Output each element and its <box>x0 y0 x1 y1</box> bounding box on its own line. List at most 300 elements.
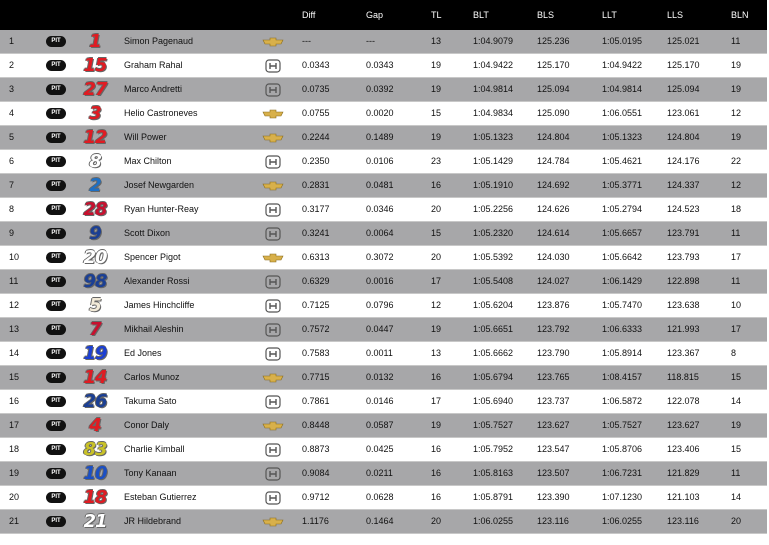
pit-icon: PIT <box>46 420 66 431</box>
driver-name[interactable]: Helio Castroneves <box>124 108 198 118</box>
best-lap-number: 14 <box>731 492 742 502</box>
last-lap-speed: 123.061 <box>667 108 700 118</box>
diff-value: 0.2831 <box>302 180 330 190</box>
best-lap-speed: 123.765 <box>537 372 570 382</box>
gap-value: 0.0146 <box>366 396 394 406</box>
position: 13 <box>9 324 20 334</box>
best-lap-speed: 125.090 <box>537 108 570 118</box>
best-lap-time: 1:04.9079 <box>473 36 514 46</box>
best-lap-speed: 124.614 <box>537 228 570 238</box>
last-lap-time: 1:07.1230 <box>602 492 643 502</box>
table-row[interactable] <box>0 174 767 198</box>
best-lap-speed: 125.170 <box>537 60 570 70</box>
driver-name[interactable]: Esteban Gutierrez <box>124 492 197 502</box>
car-number: 21 <box>83 511 107 532</box>
position: 18 <box>9 444 20 454</box>
best-lap-time: 1:05.1910 <box>473 180 514 190</box>
best-lap-time: 1:05.6794 <box>473 372 514 382</box>
pit-icon: PIT <box>46 132 66 143</box>
table-row[interactable] <box>0 150 767 174</box>
position: 7 <box>9 180 15 190</box>
col-gap[interactable]: Gap <box>366 10 384 20</box>
table-row[interactable] <box>0 510 767 534</box>
last-lap-speed: 125.170 <box>667 60 700 70</box>
car-number: 10 <box>83 463 107 484</box>
last-lap-speed: 123.406 <box>667 444 700 454</box>
last-lap-speed: 123.638 <box>667 300 700 310</box>
chevrolet-icon <box>262 35 284 49</box>
total-laps: 19 <box>431 84 442 94</box>
driver-name[interactable]: Ryan Hunter-Reay <box>124 204 199 214</box>
total-laps: 16 <box>431 444 442 454</box>
best-lap-number: 19 <box>731 60 742 70</box>
best-lap-time: 1:04.9422 <box>473 60 514 70</box>
last-lap-time: 1:06.5872 <box>602 396 643 406</box>
position: 20 <box>9 492 20 502</box>
driver-name[interactable]: Takuma Sato <box>124 396 177 406</box>
gap-value: 0.0392 <box>366 84 394 94</box>
last-lap-time: 1:05.6657 <box>602 228 643 238</box>
driver-name[interactable]: Spencer Pigot <box>124 252 181 262</box>
gap-value: 0.1489 <box>366 132 394 142</box>
diff-value: 0.7583 <box>302 348 330 358</box>
best-lap-number: 15 <box>731 372 742 382</box>
chevrolet-icon <box>262 515 284 529</box>
car-number: 12 <box>83 127 107 148</box>
last-lap-time: 1:06.6333 <box>602 324 643 334</box>
pit-icon: PIT <box>46 60 66 71</box>
last-lap-speed: 124.176 <box>667 156 700 166</box>
position: 12 <box>9 300 20 310</box>
last-lap-speed: 123.791 <box>667 228 700 238</box>
honda-icon <box>262 155 284 169</box>
total-laps: 23 <box>431 156 442 166</box>
pit-icon: PIT <box>46 84 66 95</box>
total-laps: 16 <box>431 372 442 382</box>
best-lap-time: 1:05.7952 <box>473 444 514 454</box>
pit-icon: PIT <box>46 228 66 239</box>
best-lap-time: 1:05.7527 <box>473 420 514 430</box>
pit-icon: PIT <box>46 348 66 359</box>
best-lap-speed: 123.390 <box>537 492 570 502</box>
position: 16 <box>9 396 20 406</box>
pit-icon: PIT <box>46 444 66 455</box>
last-lap-speed: 118.815 <box>667 372 699 382</box>
pit-icon: PIT <box>46 324 66 335</box>
driver-name[interactable]: Graham Rahal <box>124 60 183 70</box>
position: 4 <box>9 108 15 118</box>
position: 6 <box>9 156 15 166</box>
position: 19 <box>9 468 20 478</box>
last-lap-speed: 124.337 <box>667 180 700 190</box>
driver-name[interactable]: Max Chilton <box>124 156 172 166</box>
gap-value: 0.0064 <box>366 228 394 238</box>
driver-name[interactable]: Ed Jones <box>124 348 162 358</box>
best-lap-number: 18 <box>731 204 742 214</box>
diff-value: 0.7715 <box>302 372 330 382</box>
last-lap-time: 1:04.9422 <box>602 60 643 70</box>
total-laps: 19 <box>431 132 442 142</box>
position: 15 <box>9 372 20 382</box>
last-lap-time: 1:05.3771 <box>602 180 643 190</box>
total-laps: 17 <box>431 276 442 286</box>
diff-value: 0.3241 <box>302 228 330 238</box>
car-number: 8 <box>89 151 101 172</box>
total-laps: 19 <box>431 324 442 334</box>
gap-value: 0.0628 <box>366 492 394 502</box>
driver-name[interactable]: Carlos Munoz <box>124 372 180 382</box>
table-row[interactable] <box>0 222 767 246</box>
total-laps: 20 <box>431 516 442 526</box>
last-lap-time: 1:05.2794 <box>602 204 643 214</box>
total-laps: 15 <box>431 108 442 118</box>
last-lap-time: 1:05.4621 <box>602 156 643 166</box>
total-laps: 16 <box>431 468 442 478</box>
position: 10 <box>9 252 20 262</box>
best-lap-time: 1:05.8163 <box>473 468 514 478</box>
best-lap-speed: 123.547 <box>537 444 570 454</box>
position: 5 <box>9 132 15 142</box>
last-lap-speed: 125.094 <box>667 84 700 94</box>
table-row[interactable] <box>0 318 767 342</box>
honda-icon <box>262 467 284 481</box>
table-row[interactable] <box>0 126 767 150</box>
table-row[interactable] <box>0 438 767 462</box>
best-lap-speed: 124.027 <box>537 276 570 286</box>
col-llt[interactable]: LLT <box>602 10 617 20</box>
chevrolet-icon <box>262 251 284 265</box>
diff-value: 0.6313 <box>302 252 330 262</box>
diff-value: --- <box>302 36 311 46</box>
best-lap-number: 12 <box>731 180 742 190</box>
pit-icon: PIT <box>46 36 66 47</box>
position: 3 <box>9 84 15 94</box>
best-lap-number: 15 <box>731 444 742 454</box>
best-lap-speed: 123.116 <box>537 516 569 526</box>
position: 14 <box>9 348 20 358</box>
best-lap-speed: 123.507 <box>537 468 570 478</box>
gap-value: 0.0796 <box>366 300 394 310</box>
driver-name[interactable]: JR Hildebrand <box>124 516 182 526</box>
total-laps: 19 <box>431 60 442 70</box>
pit-icon: PIT <box>46 300 66 311</box>
total-laps: 13 <box>431 36 442 46</box>
table-row[interactable] <box>0 78 767 102</box>
table-row[interactable] <box>0 270 767 294</box>
table-row[interactable] <box>0 294 767 318</box>
honda-icon <box>262 59 284 73</box>
gap-value: 0.1464 <box>366 516 394 526</box>
position: 11 <box>9 276 19 286</box>
gap-value: 0.0425 <box>366 444 394 454</box>
car-number: 28 <box>83 199 107 220</box>
chevrolet-icon <box>262 179 284 193</box>
driver-name[interactable]: Josef Newgarden <box>124 180 195 190</box>
car-number: 3 <box>89 103 101 124</box>
diff-value: 1.1176 <box>302 516 329 526</box>
best-lap-speed: 124.626 <box>537 204 570 214</box>
best-lap-number: 14 <box>731 396 742 406</box>
table-row[interactable] <box>0 462 767 486</box>
gap-value: 0.0447 <box>366 324 394 334</box>
driver-name[interactable]: Will Power <box>124 132 167 142</box>
car-number: 14 <box>83 367 107 388</box>
last-lap-time: 1:05.8914 <box>602 348 643 358</box>
best-lap-speed: 123.790 <box>537 348 570 358</box>
diff-value: 0.0343 <box>302 60 330 70</box>
last-lap-speed: 123.627 <box>667 420 700 430</box>
best-lap-time: 1:05.2320 <box>473 228 514 238</box>
pit-icon: PIT <box>46 468 66 479</box>
table-row[interactable] <box>0 30 767 54</box>
table-row[interactable] <box>0 54 767 78</box>
best-lap-number: 11 <box>731 228 741 238</box>
diff-value: 0.2350 <box>302 156 330 166</box>
best-lap-time: 1:05.6204 <box>473 300 514 310</box>
car-number: 15 <box>83 55 107 76</box>
best-lap-number: 8 <box>731 348 737 358</box>
car-number: 19 <box>83 343 107 364</box>
position: 9 <box>9 228 15 238</box>
best-lap-time: 1:05.8791 <box>473 492 514 502</box>
best-lap-number: 17 <box>731 324 742 334</box>
chevrolet-icon <box>262 131 284 145</box>
best-lap-number: 11 <box>731 276 741 286</box>
best-lap-time: 1:05.6662 <box>473 348 514 358</box>
total-laps: 15 <box>431 228 442 238</box>
position: 2 <box>9 60 15 70</box>
best-lap-speed: 124.784 <box>537 156 570 166</box>
last-lap-speed: 123.793 <box>667 252 700 262</box>
col-bln[interactable]: BLN <box>731 10 749 20</box>
table-row[interactable] <box>0 486 767 510</box>
best-lap-speed: 123.792 <box>537 324 570 334</box>
pit-icon: PIT <box>46 252 66 263</box>
car-number: 1 <box>89 31 101 52</box>
diff-value: 0.0755 <box>302 108 330 118</box>
best-lap-time: 1:05.5408 <box>473 276 514 286</box>
best-lap-speed: 124.804 <box>537 132 570 142</box>
total-laps: 17 <box>431 396 442 406</box>
driver-name[interactable]: Marco Andretti <box>124 84 183 94</box>
last-lap-speed: 121.103 <box>667 492 700 502</box>
last-lap-speed: 124.523 <box>667 204 700 214</box>
driver-name[interactable]: Conor Daly <box>124 420 170 430</box>
honda-icon <box>262 443 284 457</box>
diff-value: 0.2244 <box>302 132 330 142</box>
table-body <box>0 30 767 534</box>
best-lap-number: 19 <box>731 84 742 94</box>
honda-icon <box>262 347 284 361</box>
gap-value: 0.0343 <box>366 60 394 70</box>
honda-icon <box>262 203 284 217</box>
gap-value: 0.0016 <box>366 276 394 286</box>
car-number: 18 <box>83 487 107 508</box>
table-row[interactable] <box>0 414 767 438</box>
chevrolet-icon <box>262 107 284 121</box>
best-lap-speed: 125.236 <box>537 36 570 46</box>
last-lap-time: 1:05.7527 <box>602 420 643 430</box>
driver-name[interactable]: Scott Dixon <box>124 228 171 238</box>
col-tl[interactable]: TL <box>431 10 442 20</box>
total-laps: 12 <box>431 300 442 310</box>
pit-icon: PIT <box>46 492 66 503</box>
chevrolet-icon <box>262 419 284 433</box>
pit-icon: PIT <box>46 372 66 383</box>
diff-value: 0.0735 <box>302 84 330 94</box>
best-lap-number: 22 <box>731 156 742 166</box>
chevrolet-icon <box>262 371 284 385</box>
best-lap-speed: 124.030 <box>537 252 570 262</box>
last-lap-speed: 123.367 <box>667 348 700 358</box>
last-lap-time: 1:06.1429 <box>602 276 643 286</box>
gap-value: 0.3072 <box>366 252 394 262</box>
gap-value: 0.0211 <box>366 468 393 478</box>
car-number: 4 <box>89 415 101 436</box>
pit-icon: PIT <box>46 156 66 167</box>
driver-name[interactable]: Simon Pagenaud <box>124 36 194 46</box>
car-number: 98 <box>83 271 107 292</box>
total-laps: 16 <box>431 180 442 190</box>
driver-name[interactable]: James Hinchcliffe <box>124 300 195 310</box>
last-lap-speed: 122.078 <box>667 396 700 406</box>
total-laps: 13 <box>431 348 442 358</box>
col-lls[interactable]: LLS <box>667 10 684 20</box>
best-lap-number: 19 <box>731 132 742 142</box>
last-lap-time: 1:06.0255 <box>602 516 643 526</box>
car-number: 5 <box>89 295 101 316</box>
pit-icon: PIT <box>46 108 66 119</box>
diff-value: 0.9084 <box>302 468 330 478</box>
best-lap-time: 1:05.1429 <box>473 156 514 166</box>
pit-icon: PIT <box>46 276 66 287</box>
total-laps: 19 <box>431 420 442 430</box>
honda-icon <box>262 323 284 337</box>
diff-value: 0.3177 <box>302 204 330 214</box>
best-lap-speed: 124.692 <box>537 180 570 190</box>
total-laps: 20 <box>431 204 442 214</box>
car-number: 2 <box>89 175 101 196</box>
diff-value: 0.7572 <box>302 324 330 334</box>
best-lap-time: 1:06.0255 <box>473 516 514 526</box>
best-lap-speed: 123.627 <box>537 420 570 430</box>
honda-icon <box>262 227 284 241</box>
last-lap-time: 1:06.0551 <box>602 108 643 118</box>
col-diff[interactable]: Diff <box>302 10 316 20</box>
best-lap-time: 1:05.6651 <box>473 324 514 334</box>
diff-value: 0.7861 <box>302 396 330 406</box>
best-lap-speed: 123.737 <box>537 396 570 406</box>
driver-name[interactable]: Charlie Kimball <box>124 444 185 454</box>
col-bls[interactable]: BLS <box>537 10 555 20</box>
pit-icon: PIT <box>46 204 66 215</box>
diff-value: 0.6329 <box>302 276 330 286</box>
last-lap-time: 1:04.9814 <box>602 84 643 94</box>
gap-value: 0.0020 <box>366 108 394 118</box>
best-lap-time: 1:05.6940 <box>473 396 514 406</box>
best-lap-time: 1:05.5392 <box>473 252 514 262</box>
position: 8 <box>9 204 15 214</box>
last-lap-time: 1:05.1323 <box>602 132 643 142</box>
driver-name[interactable]: Tony Kanaan <box>124 468 177 478</box>
last-lap-speed: 121.829 <box>667 468 700 478</box>
pit-icon: PIT <box>46 516 66 527</box>
diff-value: 0.7125 <box>302 300 330 310</box>
honda-icon <box>262 491 284 505</box>
col-blt[interactable]: BLT <box>473 10 489 20</box>
last-lap-speed: 125.021 <box>667 36 700 46</box>
best-lap-number: 11 <box>731 36 741 46</box>
best-lap-number: 20 <box>731 516 742 526</box>
driver-name[interactable]: Mikhail Aleshin <box>124 324 184 334</box>
gap-value: 0.0481 <box>366 180 394 190</box>
car-number: 9 <box>89 223 101 244</box>
car-number: 26 <box>83 391 107 412</box>
gap-value: 0.0346 <box>366 204 394 214</box>
last-lap-time: 1:05.8706 <box>602 444 643 454</box>
best-lap-number: 12 <box>731 108 742 118</box>
pit-icon: PIT <box>46 396 66 407</box>
diff-value: 0.8873 <box>302 444 330 454</box>
best-lap-time: 1:05.1323 <box>473 132 514 142</box>
best-lap-time: 1:04.9814 <box>473 84 514 94</box>
gap-value: 0.0106 <box>366 156 394 166</box>
gap-value: --- <box>366 36 375 46</box>
best-lap-speed: 123.876 <box>537 300 570 310</box>
position: 21 <box>9 516 20 526</box>
table-row[interactable] <box>0 390 767 414</box>
table-row[interactable] <box>0 366 767 390</box>
table-row[interactable] <box>0 246 767 270</box>
last-lap-time: 1:05.6642 <box>602 252 643 262</box>
last-lap-speed: 124.804 <box>667 132 700 142</box>
honda-icon <box>262 83 284 97</box>
honda-icon <box>262 395 284 409</box>
total-laps: 16 <box>431 492 442 502</box>
position: 1 <box>9 36 15 46</box>
best-lap-time: 1:05.2256 <box>473 204 514 214</box>
total-laps: 20 <box>431 252 442 262</box>
best-lap-speed: 125.094 <box>537 84 570 94</box>
last-lap-speed: 123.116 <box>667 516 699 526</box>
last-lap-time: 1:05.7470 <box>602 300 643 310</box>
honda-icon <box>262 275 284 289</box>
pit-icon: PIT <box>46 180 66 191</box>
table-row[interactable] <box>0 198 767 222</box>
car-number: 7 <box>89 319 101 340</box>
best-lap-number: 10 <box>731 300 742 310</box>
last-lap-time: 1:05.0195 <box>602 36 643 46</box>
diff-value: 0.8448 <box>302 420 330 430</box>
position: 17 <box>9 420 20 430</box>
last-lap-speed: 122.898 <box>667 276 700 286</box>
best-lap-number: 17 <box>731 252 742 262</box>
best-lap-number: 19 <box>731 420 742 430</box>
driver-name[interactable]: Alexander Rossi <box>124 276 190 286</box>
car-number: 83 <box>83 439 107 460</box>
table-row[interactable] <box>0 342 767 366</box>
diff-value: 0.9712 <box>302 492 330 502</box>
table-row[interactable] <box>0 102 767 126</box>
car-number: 20 <box>83 247 107 268</box>
gap-value: 0.0132 <box>366 372 394 382</box>
best-lap-time: 1:04.9834 <box>473 108 514 118</box>
table-header <box>0 0 767 30</box>
last-lap-speed: 121.993 <box>667 324 700 334</box>
gap-value: 0.0011 <box>366 348 393 358</box>
honda-icon <box>262 299 284 313</box>
last-lap-time: 1:06.7231 <box>602 468 643 478</box>
